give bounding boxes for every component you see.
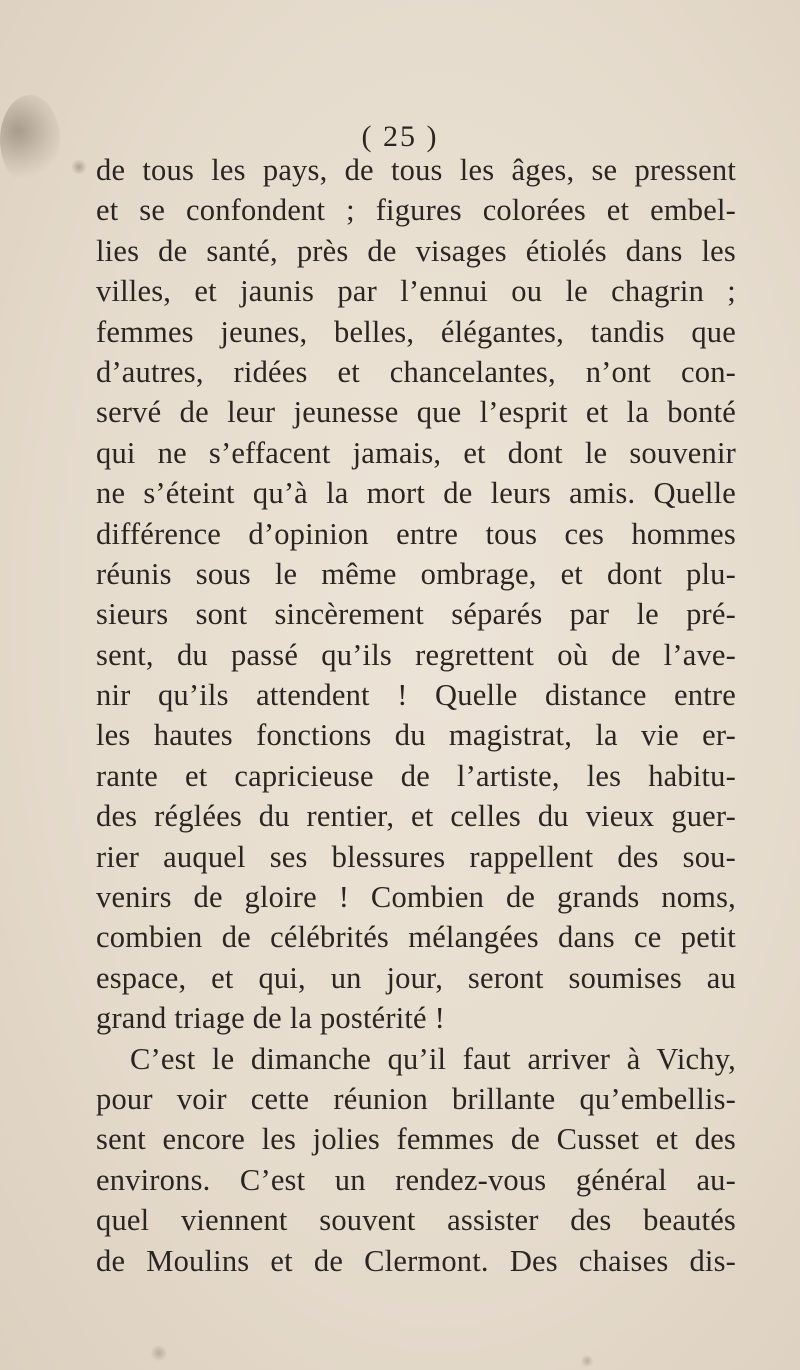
paper-stain [150, 1345, 168, 1361]
text-line: nir qu’ils attendent ! Quelle distance entre [96, 678, 736, 713]
text-line: quel viennent souvent assister des beautés [96, 1203, 736, 1238]
text-line: lies de santé, près de visages étiolés dans les [96, 233, 736, 268]
text-line: et se confondent ; figures colorées et embel- [96, 193, 736, 228]
text-line: venirs de gloire ! Combien de grands noms, [96, 880, 736, 915]
text-line: espace, et qui, un jour, seront soumises au [96, 960, 736, 995]
text-line: pour voir cette réunion brillante qu’embellis- [96, 1081, 736, 1116]
text-line: des réglées du rentier, et celles du vieux guer- [96, 799, 736, 834]
text-line: de tous les pays, de tous les âges, se pressent [96, 153, 736, 187]
body-text [96, 150, 736, 1281]
text-line: sent encore les jolies femmes de Cusset et des [96, 1122, 736, 1157]
text-line: combien de célébrités mélangées dans ce petit [96, 920, 736, 955]
text-line: ne s’éteint qu’à la mort de leurs amis. Quelle [96, 476, 736, 511]
text-line: servé de leur jeunesse que l’esprit et la bonté [96, 395, 736, 430]
text-line: les hautes fonctions du magistrat, la vie er- [96, 718, 736, 753]
text-line: d’autres, ridées et chancelantes, n’ont con- [96, 354, 736, 389]
text-line: villes, et jaunis par l’ennui ou le chagrin ; [96, 274, 736, 309]
text-line: sent, du passé qu’ils regrettent où de l’ave- [96, 637, 736, 672]
text-line: réunis sous le même ombrage, et dont plu- [96, 556, 736, 591]
text-line: femmes jeunes, belles, élégantes, tandis que [96, 314, 736, 349]
paper-stain [70, 160, 88, 174]
text-line: C’est le dimanche qu’il faut arriver à Vichy, [130, 1041, 736, 1076]
text-line: rante et capricieuse de l’artiste, les habitu- [96, 758, 736, 793]
text-line: grand triage de la postérité ! [96, 1001, 445, 1036]
text-line: rier auquel ses blessures rappellent des sou- [96, 839, 736, 874]
page-number: ( 25 ) [361, 120, 439, 153]
text-line: environs. C’est un rendez-vous général au- [96, 1162, 736, 1197]
text-line: de Moulins et de Clermont. Des chaises dis- [96, 1243, 736, 1278]
text-line: sieurs sont sincèrement séparés par le pré- [96, 597, 736, 632]
text-line: différence d’opinion entre tous ces hommes [96, 516, 736, 551]
paper-stain [580, 1355, 594, 1367]
text-line: qui ne s’effacent jamais, et dont le souvenir [96, 435, 736, 470]
